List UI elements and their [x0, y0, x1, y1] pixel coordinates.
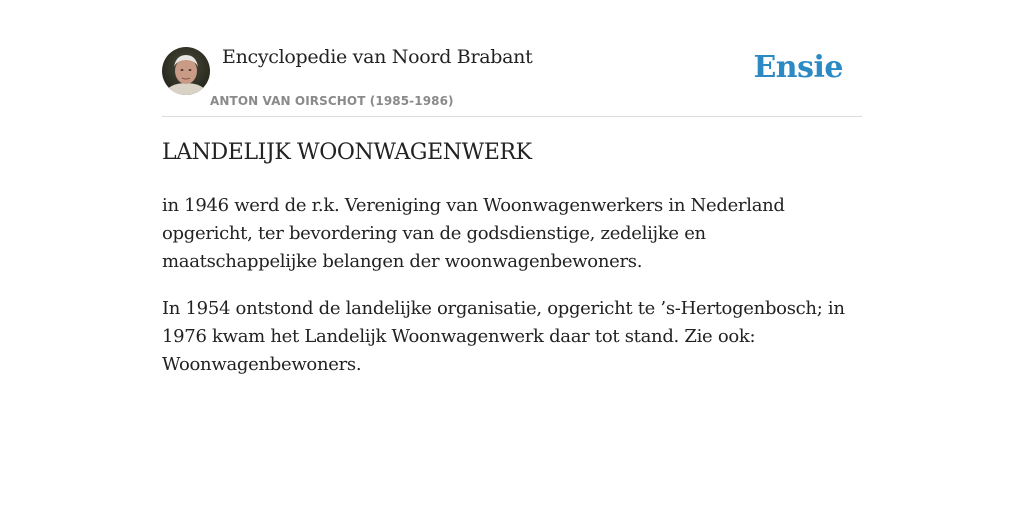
source-title[interactable]: Encyclopedie van Noord Brabant: [222, 46, 533, 68]
author-portrait-icon: [162, 47, 210, 95]
article-paragraph: In 1954 ontstond de landelijke organisatie, opgericht te ’s-Hertogenbosch; in 1976 kwam het Landelijk Woonwagenwerk daar tot stand. Zie ook: Woonwagenbewoners.: [162, 298, 845, 375]
ensie-logo[interactable]: Ensie: [753, 50, 843, 85]
author-avatar[interactable]: [162, 47, 210, 95]
source-header: [162, 44, 862, 117]
article-title: LANDELIJK WOONWAGENWERK: [162, 140, 532, 165]
author-name[interactable]: ANTON VAN OIRSCHOT (1985-1986): [210, 94, 454, 108]
article-paragraph: in 1946 werd de r.k. Vereniging van Woonwagenwerkers in Nederland opgericht, ter bevordering van de godsdienstige, zedelijke en maatschappelijke belangen der woonwagenbewoners.: [162, 195, 785, 272]
